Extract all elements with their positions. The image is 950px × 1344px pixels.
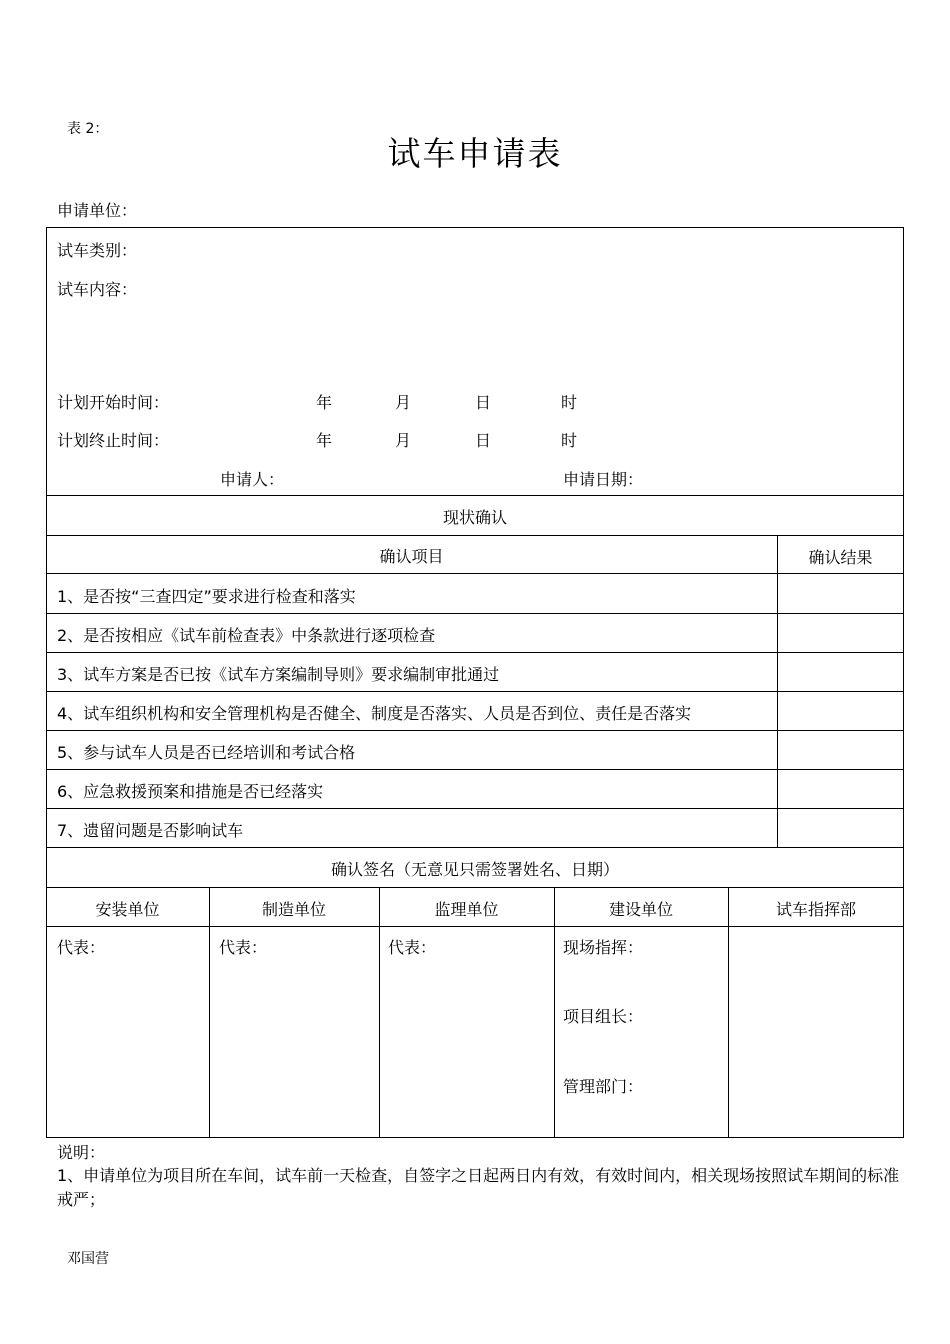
start-month-label: 月 <box>395 393 412 412</box>
check-item: 4、试车组织机构和安全管理机构是否健全、制度是否落实、人员是否到位、责任是否落实 <box>57 704 692 723</box>
row-divider <box>46 573 904 574</box>
installer-column-header: 安装单位 <box>95 900 160 919</box>
manufacturer-rep-label: 代表： <box>219 938 268 957</box>
end-hour-label: 时 <box>561 431 578 450</box>
table-number-label: 表 2： <box>67 121 109 137</box>
apply-date-label: 申请日期： <box>563 470 644 489</box>
row-divider <box>46 652 904 653</box>
test-category-label: 试车类别： <box>57 241 138 260</box>
confirm-item-header: 确认项目 <box>379 547 444 566</box>
confirm-result-header: 确认结果 <box>808 548 873 567</box>
plan-end-label: 计划终止时间： <box>57 431 170 450</box>
author-name: 邓国营 <box>67 1251 109 1267</box>
column-divider <box>209 887 210 1138</box>
row-divider <box>46 887 904 888</box>
applicant-unit-label: 申请单位： <box>57 201 138 220</box>
notes-line-1: 1、申请单位为项目所在车间，试车前一天检查，自签字之日起两日内有效，有效时间内，相关现场按照试车期间的标准戒严； <box>57 1166 900 1209</box>
row-divider <box>46 847 904 848</box>
management-dept-label: 管理部门： <box>563 1077 644 1096</box>
row-divider <box>46 535 904 536</box>
start-hour-label: 时 <box>561 393 578 412</box>
supervisor-column-header: 监理单位 <box>434 900 499 919</box>
signature-section-title: 确认签名（无意见只需签署姓名、日期） <box>330 860 619 879</box>
status-section-title: 现状确认 <box>442 508 507 527</box>
check-item: 5、参与试车人员是否已经培训和考试合格 <box>57 743 356 762</box>
test-content-label: 试车内容： <box>57 280 138 299</box>
start-day-label: 日 <box>475 393 492 412</box>
plan-start-label: 计划开始时间： <box>57 393 170 412</box>
check-item: 7、遗留问题是否影响试车 <box>57 821 244 840</box>
row-divider <box>46 730 904 731</box>
row-divider <box>46 769 904 770</box>
notes-title: 说明： <box>57 1143 106 1162</box>
check-item: 1、是否按“三查四定”要求进行检查和落实 <box>57 587 356 606</box>
supervisor-rep-label: 代表： <box>388 938 437 957</box>
applicant-label: 申请人： <box>220 470 285 489</box>
row-divider <box>46 926 904 927</box>
row-divider <box>46 613 904 614</box>
check-item: 2、是否按相应《试车前检查表》中条款进行逐项检查 <box>57 626 436 645</box>
row-divider <box>46 808 904 809</box>
form-title: 试车申请表 <box>387 134 563 173</box>
column-divider <box>379 887 380 1138</box>
end-day-label: 日 <box>475 431 492 450</box>
column-divider <box>777 535 778 847</box>
row-divider <box>46 495 904 496</box>
column-divider <box>554 887 555 1138</box>
site-commander-label: 现场指挥： <box>563 938 644 957</box>
manufacturer-column-header: 制造单位 <box>261 900 326 919</box>
check-item: 3、试车方案是否已按《试车方案编制导则》要求编制审批通过 <box>57 665 500 684</box>
start-year-label: 年 <box>316 393 333 412</box>
row-divider <box>46 691 904 692</box>
owner-column-header: 建设单位 <box>608 900 673 919</box>
installer-rep-label: 代表： <box>57 938 106 957</box>
end-month-label: 月 <box>395 431 412 450</box>
column-divider <box>728 887 729 1138</box>
end-year-label: 年 <box>316 431 333 450</box>
commissioning-hq-column-header: 试车指挥部 <box>775 900 856 919</box>
check-item: 6、应急救援预案和措施是否已经落实 <box>57 782 324 801</box>
project-leader-label: 项目组长： <box>563 1007 644 1026</box>
